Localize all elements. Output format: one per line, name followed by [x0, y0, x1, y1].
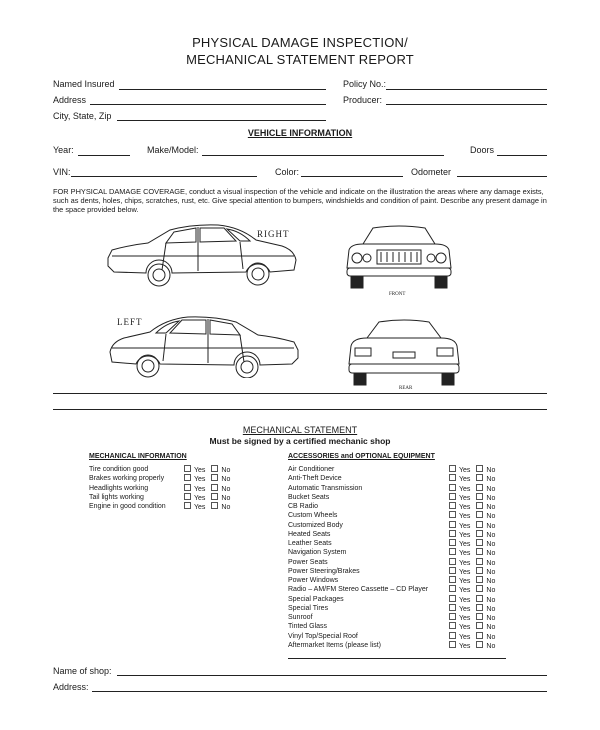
- yes-label: Yes: [194, 485, 206, 493]
- yes-label: Yes: [459, 624, 471, 632]
- checklist-item: CB Radio: [288, 503, 318, 510]
- doors-field[interactable]: [497, 155, 547, 156]
- checklist-item: Vinyl Top/Special Roof: [288, 632, 358, 640]
- checklist-item: Customized Body: [288, 521, 343, 529]
- left-label: LEFT: [117, 317, 143, 327]
- yes-no-checkboxes: [449, 641, 509, 650]
- car-front-diagram[interactable]: [343, 222, 455, 298]
- yes-checkbox[interactable]: [449, 465, 456, 472]
- yes-checkbox[interactable]: [449, 484, 456, 491]
- no-label: No: [486, 633, 496, 641]
- yes-checkbox[interactable]: [449, 622, 456, 629]
- yes-checkbox[interactable]: [449, 576, 456, 583]
- yes-checkbox[interactable]: [449, 632, 456, 639]
- car-rear-diagram[interactable]: [343, 316, 465, 392]
- year-field[interactable]: [78, 155, 130, 156]
- yes-no-checkboxes: [449, 632, 509, 641]
- yes-checkbox[interactable]: [184, 493, 191, 500]
- yes-label: Yes: [459, 587, 471, 595]
- yes-no-checkboxes: [449, 530, 509, 539]
- car-right-side-diagram[interactable]: [100, 218, 300, 290]
- no-checkbox[interactable]: [476, 622, 483, 629]
- yes-checkbox[interactable]: [184, 502, 191, 509]
- accessories-checkboxes: [449, 465, 509, 650]
- no-checkbox[interactable]: [476, 521, 483, 528]
- no-label: No: [486, 494, 496, 502]
- yes-label: Yes: [459, 494, 471, 502]
- form-title-line2: MECHANICAL STATEMENT REPORT: [186, 52, 414, 67]
- shop-address-field[interactable]: [92, 691, 547, 692]
- color-field[interactable]: [301, 176, 403, 177]
- yes-no-checkboxes: [449, 484, 509, 493]
- yes-label: Yes: [459, 596, 471, 604]
- no-label: No: [486, 522, 496, 530]
- checklist-item: Power Steering/Brakes: [288, 567, 360, 575]
- name-of-shop-label: Name of shop:: [53, 666, 112, 676]
- yes-no-checkboxes: [449, 613, 509, 622]
- no-label: No: [221, 476, 231, 484]
- yes-no-checkboxes: [449, 539, 509, 548]
- address-label: Address: [53, 95, 87, 105]
- yes-checkbox[interactable]: [449, 604, 456, 611]
- no-label: No: [486, 642, 496, 650]
- yes-no-checkboxes: [184, 474, 244, 483]
- mechanical-statement-heading: MECHANICAL STATEMENT: [242, 425, 358, 435]
- yes-checkbox[interactable]: [449, 548, 456, 555]
- yes-no-checkboxes: [184, 502, 244, 511]
- checklist-item: Bucket Seats: [288, 493, 330, 501]
- policy-no-field[interactable]: [386, 89, 547, 90]
- checklist-item: Headlights working: [89, 484, 149, 492]
- yes-label: Yes: [459, 642, 471, 650]
- yes-checkbox[interactable]: [449, 558, 456, 565]
- yes-checkbox[interactable]: [449, 585, 456, 592]
- city-state-zip-label: City, State, Zip: [53, 111, 112, 121]
- yes-label: Yes: [459, 513, 471, 521]
- mechanical-statement-subheading: Must be signed by a certified mechanic shop: [209, 436, 391, 446]
- yes-no-checkboxes: [449, 576, 509, 585]
- front-label: FRONT: [389, 292, 406, 297]
- yes-label: Yes: [459, 467, 471, 474]
- no-label: No: [486, 559, 496, 567]
- yes-label: Yes: [194, 494, 206, 502]
- yes-no-checkboxes: [449, 567, 509, 576]
- no-checkbox[interactable]: [476, 604, 483, 611]
- odometer-field[interactable]: [457, 176, 547, 177]
- yes-no-checkboxes: [449, 558, 509, 567]
- no-checkbox[interactable]: [211, 502, 218, 509]
- city-state-zip-field[interactable]: [117, 120, 326, 121]
- no-checkbox[interactable]: [211, 484, 218, 491]
- yes-label: Yes: [459, 615, 471, 622]
- yes-label: Yes: [459, 633, 471, 641]
- make-model-label: Make/Model:: [147, 145, 199, 155]
- accessories-heading: ACCESSORIES and OPTIONAL EQUIPMENT: [288, 453, 435, 460]
- checklist-item: Tire condition good: [89, 466, 149, 473]
- no-checkbox[interactable]: [476, 465, 483, 472]
- no-checkbox[interactable]: [476, 641, 483, 648]
- doors-label: Doors: [470, 145, 495, 155]
- no-checkbox[interactable]: [476, 558, 483, 565]
- checklist-item: Navigation System: [288, 549, 347, 557]
- checklist-item: Special Packages: [288, 595, 344, 603]
- producer-field[interactable]: [386, 104, 547, 105]
- no-label: No: [486, 596, 496, 604]
- no-label: No: [486, 578, 496, 585]
- yes-no-checkboxes: [449, 521, 509, 530]
- yes-no-checkboxes: [184, 493, 244, 502]
- no-checkbox[interactable]: [476, 595, 483, 602]
- yes-checkbox[interactable]: [449, 493, 456, 500]
- checklist-item: Leather Seats: [288, 540, 332, 547]
- no-label: No: [486, 504, 496, 511]
- yes-checkbox[interactable]: [449, 613, 456, 620]
- yes-checkbox[interactable]: [184, 465, 191, 472]
- no-checkbox[interactable]: [476, 511, 483, 518]
- no-checkbox[interactable]: [476, 484, 483, 491]
- address-field[interactable]: [90, 104, 326, 105]
- no-label: No: [486, 587, 496, 595]
- no-checkbox[interactable]: [476, 502, 483, 509]
- vin-label: VIN:: [53, 167, 71, 177]
- no-checkbox[interactable]: [476, 567, 483, 574]
- no-checkbox[interactable]: [476, 576, 483, 583]
- no-label: No: [486, 568, 496, 576]
- accessories-list: [288, 465, 448, 650]
- aftermarket-items-line[interactable]: [288, 658, 506, 659]
- yes-checkbox[interactable]: [184, 474, 191, 481]
- checklist-item: Tail lights working: [89, 493, 144, 501]
- yes-no-checkboxes: [449, 493, 509, 502]
- odometer-label: Odometer: [411, 167, 452, 177]
- no-label: No: [486, 467, 496, 474]
- no-checkbox[interactable]: [476, 548, 483, 555]
- no-checkbox[interactable]: [476, 632, 483, 639]
- yes-checkbox[interactable]: [449, 521, 456, 528]
- no-checkbox[interactable]: [476, 493, 483, 500]
- no-checkbox[interactable]: [211, 474, 218, 481]
- no-label: No: [486, 485, 496, 493]
- damage-instructions: FOR PHYSICAL DAMAGE COVERAGE, conduct a visual inspection of the vehicle and indicate on the illustration the areas where any damage exists, such as dents, holes, chips, scratches, rust, etc. Give special attention to bumpers, windshields and condition of paint. Describe any present damage in the space provided below.: [53, 187, 547, 215]
- no-label: No: [486, 605, 496, 613]
- yes-no-checkboxes: [449, 511, 509, 520]
- yes-no-checkboxes: [184, 484, 244, 493]
- checklist-item: Power Windows: [288, 577, 339, 584]
- mechanical-info-checkboxes: [184, 465, 244, 511]
- yes-label: Yes: [459, 522, 471, 530]
- no-label: No: [221, 494, 231, 502]
- yes-checkbox[interactable]: [449, 539, 456, 546]
- car-left-side-diagram[interactable]: [100, 306, 305, 378]
- yes-label: Yes: [459, 550, 471, 558]
- no-label: No: [221, 504, 231, 511]
- yes-checkbox[interactable]: [449, 511, 456, 518]
- yes-label: Yes: [459, 605, 471, 613]
- no-checkbox[interactable]: [211, 493, 218, 500]
- no-label: No: [486, 550, 496, 558]
- no-checkbox[interactable]: [211, 465, 218, 472]
- shop-address-label: Address:: [53, 682, 89, 692]
- checklist-item: Engine in good condition: [89, 503, 166, 510]
- no-label: No: [486, 541, 496, 548]
- name-of-shop-field[interactable]: [117, 675, 547, 676]
- rear-label: REAR: [399, 386, 413, 391]
- yes-no-checkboxes: [449, 548, 509, 557]
- no-label: No: [486, 513, 496, 521]
- yes-label: Yes: [194, 467, 206, 474]
- producer-label: Producer:: [343, 95, 383, 105]
- checklist-item: Anti-Theft Device: [288, 475, 342, 483]
- yes-checkbox[interactable]: [449, 595, 456, 602]
- no-label: No: [221, 485, 231, 493]
- checklist-item: Aftermarket Items (please list): [288, 641, 381, 649]
- yes-no-checkboxes: [449, 604, 509, 613]
- no-label: No: [486, 615, 496, 622]
- no-checkbox[interactable]: [476, 530, 483, 537]
- yes-label: Yes: [459, 559, 471, 567]
- yes-label: Yes: [459, 504, 471, 511]
- yes-label: Yes: [459, 485, 471, 493]
- yes-label: Yes: [459, 476, 471, 484]
- yes-checkbox[interactable]: [184, 484, 191, 491]
- named-insured-label: Named Insured: [53, 79, 115, 89]
- mechanical-info-heading: MECHANICAL INFORMATION: [89, 453, 187, 460]
- yes-checkbox[interactable]: [449, 641, 456, 648]
- damage-description-line-2[interactable]: [53, 409, 547, 410]
- yes-label: Yes: [459, 568, 471, 576]
- checklist-item: Power Seats: [288, 558, 328, 566]
- yes-label: Yes: [459, 541, 471, 548]
- yes-label: Yes: [194, 476, 206, 484]
- color-label: Color:: [275, 167, 300, 177]
- checklist-item: Special Tires: [288, 604, 329, 612]
- yes-no-checkboxes: [449, 595, 509, 604]
- yes-checkbox[interactable]: [449, 530, 456, 537]
- checklist-item: Tinted Glass: [288, 623, 328, 631]
- damage-description-line-1[interactable]: [53, 393, 547, 394]
- make-model-field[interactable]: [202, 155, 444, 156]
- yes-checkbox[interactable]: [449, 474, 456, 481]
- no-checkbox[interactable]: [476, 585, 483, 592]
- no-label: No: [486, 531, 496, 539]
- yes-no-checkboxes: [449, 585, 509, 594]
- checklist-item: Brakes working properly: [89, 475, 165, 483]
- yes-no-checkboxes: [449, 502, 509, 511]
- no-checkbox[interactable]: [476, 474, 483, 481]
- named-insured-field[interactable]: [119, 89, 326, 90]
- yes-no-checkboxes: [184, 465, 244, 474]
- yes-checkbox[interactable]: [449, 502, 456, 509]
- form-title-line1: PHYSICAL DAMAGE INSPECTION/: [192, 35, 408, 50]
- no-label: No: [486, 624, 496, 632]
- no-label: No: [221, 467, 231, 474]
- mechanical-info-list: [89, 465, 189, 511]
- checklist-item: Heated Seats: [288, 530, 331, 538]
- checklist-item: Automatic Transmission: [288, 484, 363, 492]
- yes-no-checkboxes: [449, 465, 509, 474]
- yes-label: Yes: [459, 578, 471, 585]
- yes-checkbox[interactable]: [449, 567, 456, 574]
- no-label: No: [486, 476, 496, 484]
- policy-no-label: Policy No.:: [343, 79, 387, 89]
- no-checkbox[interactable]: [476, 613, 483, 620]
- vehicle-info-heading: VEHICLE INFORMATION: [247, 128, 353, 138]
- year-label: Year:: [53, 145, 74, 155]
- checklist-item: Air Conditioner: [288, 466, 335, 473]
- checklist-item: Radio – AM/FM Stereo Cassette – CD Player: [288, 586, 429, 594]
- yes-label: Yes: [459, 531, 471, 539]
- vin-field[interactable]: [71, 176, 257, 177]
- yes-label: Yes: [194, 504, 206, 511]
- yes-no-checkboxes: [449, 474, 509, 483]
- right-label: RIGHT: [257, 229, 290, 239]
- checklist-item: Custom Wheels: [288, 512, 338, 520]
- checklist-item: Sunroof: [288, 614, 313, 621]
- yes-no-checkboxes: [449, 622, 509, 631]
- no-checkbox[interactable]: [476, 539, 483, 546]
